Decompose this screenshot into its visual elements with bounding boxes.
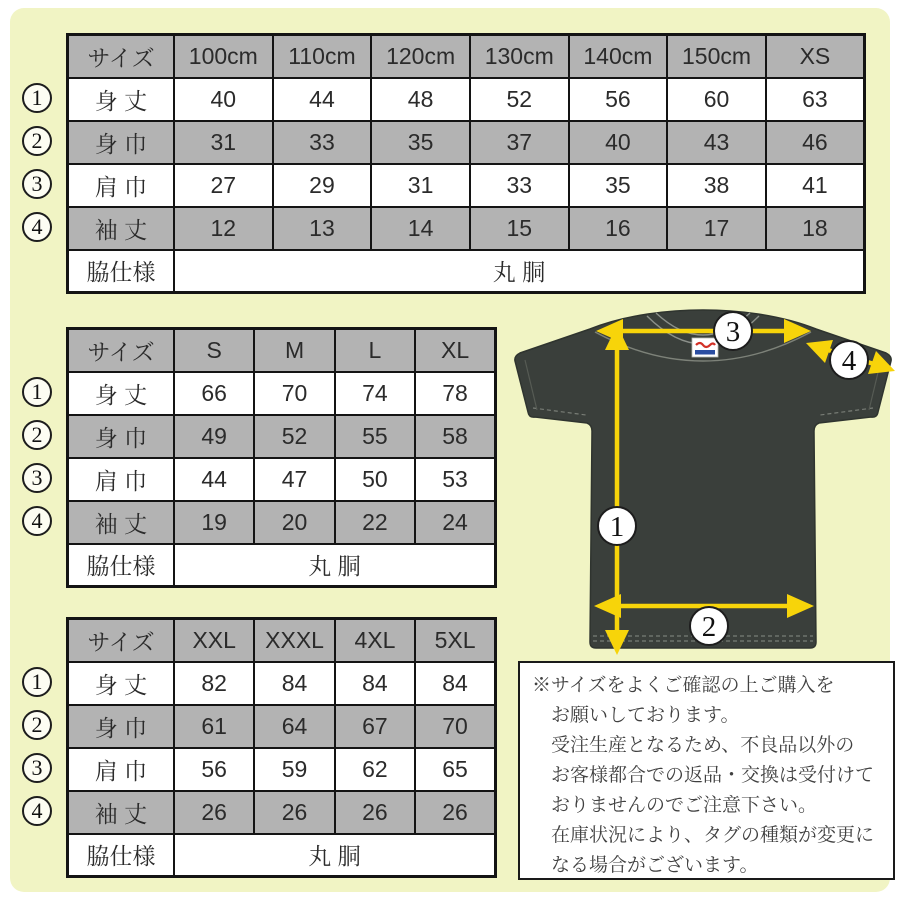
measure-value-cell: 66	[174, 372, 254, 415]
size-table-adult	[66, 327, 497, 588]
marker-2-digit: 2	[701, 611, 717, 643]
row-marker-circle-4	[22, 212, 52, 242]
measure-value-cell: 16	[569, 207, 668, 250]
measure-value-cell: 29	[273, 164, 372, 207]
measure-label-cell: 肩 巾	[68, 458, 175, 501]
measure-value-cell: 17	[667, 207, 766, 250]
side-spec-value-cell: 丸 胴	[174, 544, 496, 587]
side-spec-label-cell: 脇仕様	[68, 834, 175, 877]
measure-value-cell: 12	[174, 207, 273, 250]
measure-value-cell: 26	[335, 791, 415, 834]
size-column-header: L	[335, 329, 415, 372]
row-marker-digit: 3	[31, 465, 43, 490]
row-marker-digit: 2	[31, 712, 43, 737]
size-column-header: 130cm	[470, 35, 569, 78]
marker-4-digit: 4	[841, 345, 857, 377]
measure-value-cell: 55	[335, 415, 415, 458]
row-marker-circle-1	[22, 667, 52, 697]
row-marker-digit: 4	[31, 798, 43, 823]
size-column-header: S	[174, 329, 254, 372]
row-marker-circle-4	[22, 796, 52, 826]
size-corner-cell: サイズ	[68, 619, 175, 662]
side-spec-row	[68, 250, 865, 293]
measure-value-cell: 38	[667, 164, 766, 207]
size-table-block-adult	[31, 327, 497, 588]
size-column-header: 110cm	[273, 35, 372, 78]
measure-value-cell: 70	[254, 372, 334, 415]
row-marker-circle-1	[22, 377, 52, 407]
size-column-header: 4XL	[335, 619, 415, 662]
side-spec-row	[68, 544, 496, 587]
note-line: お客様都合での返品・交換は受付けて	[551, 765, 875, 786]
size-column-header: XL	[415, 329, 495, 372]
measure-value-cell: 15	[470, 207, 569, 250]
measure-value-cell: 49	[174, 415, 254, 458]
measure-value-cell: 33	[470, 164, 569, 207]
measure-label-cell: 肩 巾	[68, 164, 175, 207]
measure-row	[68, 415, 496, 458]
size-column-header: 120cm	[371, 35, 470, 78]
row-marker-circle-1	[22, 83, 52, 113]
row-marker-digit: 3	[31, 171, 43, 196]
measure-row	[68, 121, 865, 164]
row-marker-digit: 2	[31, 128, 43, 153]
measure-value-cell: 24	[415, 501, 495, 544]
measure-value-cell: 53	[415, 458, 495, 501]
measure-value-cell: 78	[415, 372, 495, 415]
measure-row	[68, 501, 496, 544]
row-marker-circle-3	[22, 753, 52, 783]
measure-label-cell: 袖 丈	[68, 501, 175, 544]
measure-value-cell: 44	[174, 458, 254, 501]
measure-value-cell: 82	[174, 662, 254, 705]
measure-value-cell: 37	[470, 121, 569, 164]
side-spec-label-cell: 脇仕様	[68, 250, 175, 293]
size-column-header: 5XL	[415, 619, 495, 662]
measure-value-cell: 52	[470, 78, 569, 121]
measure-value-cell: 59	[254, 748, 334, 791]
side-spec-row	[68, 834, 496, 877]
measure-value-cell: 84	[335, 662, 415, 705]
marker-1-digit: 1	[609, 511, 625, 543]
note-line: ※サイズをよくご確認の上ご購入を	[532, 675, 835, 696]
purchase-note-box	[518, 661, 895, 880]
measure-label-cell: 身 丈	[68, 78, 175, 121]
measure-row	[68, 705, 496, 748]
size-column-header: 150cm	[667, 35, 766, 78]
side-spec-value-cell: 丸 胴	[174, 250, 865, 293]
note-line: 受注生産となるため、不良品以外の	[551, 735, 855, 756]
measure-label-cell: 袖 丈	[68, 791, 175, 834]
measure-value-cell: 67	[335, 705, 415, 748]
measure-value-cell: 63	[766, 78, 865, 121]
measure-value-cell: 84	[415, 662, 495, 705]
measure-value-cell: 26	[254, 791, 334, 834]
measure-row	[68, 791, 496, 834]
measure-value-cell: 58	[415, 415, 495, 458]
size-column-header: M	[254, 329, 334, 372]
measure-value-cell: 19	[174, 501, 254, 544]
row-marker-digit: 4	[31, 214, 43, 239]
header-row	[68, 619, 496, 662]
measure-value-cell: 13	[273, 207, 372, 250]
measure-value-cell: 84	[254, 662, 334, 705]
measure-value-cell: 48	[371, 78, 470, 121]
measure-value-cell: 35	[569, 164, 668, 207]
measure-value-cell: 56	[569, 78, 668, 121]
measure-value-cell: 18	[766, 207, 865, 250]
note-line: お願いしております。	[551, 705, 740, 726]
note-line: 在庫状況により、タグの種類が変更に	[551, 825, 875, 846]
size-column-header: XS	[766, 35, 865, 78]
size-column-header: XXXL	[254, 619, 334, 662]
measure-value-cell: 46	[766, 121, 865, 164]
measure-value-cell: 62	[335, 748, 415, 791]
measure-value-cell: 27	[174, 164, 273, 207]
measure-value-cell: 14	[371, 207, 470, 250]
measure-label-cell: 身 巾	[68, 415, 175, 458]
size-corner-cell: サイズ	[68, 35, 175, 78]
measure-value-cell: 44	[273, 78, 372, 121]
size-corner-cell: サイズ	[68, 329, 175, 372]
measure-label-cell: 袖 丈	[68, 207, 175, 250]
measure-label-cell: 身 巾	[68, 121, 175, 164]
measure-row	[68, 458, 496, 501]
row-marker-digit: 4	[31, 508, 43, 533]
size-column-header: 100cm	[174, 35, 273, 78]
marker-3-digit: 3	[725, 316, 741, 348]
row-marker-circle-4	[22, 506, 52, 536]
measure-value-cell: 43	[667, 121, 766, 164]
measure-label-cell: 身 巾	[68, 705, 175, 748]
measure-value-cell: 40	[569, 121, 668, 164]
size-table-block-kids	[31, 33, 866, 294]
measure-row	[68, 662, 496, 705]
measure-value-cell: 52	[254, 415, 334, 458]
measure-row	[68, 207, 865, 250]
row-marker-circle-2	[22, 126, 52, 156]
row-marker-digit: 1	[31, 379, 43, 404]
side-spec-label-cell: 脇仕様	[68, 544, 175, 587]
measure-row	[68, 372, 496, 415]
measure-value-cell: 20	[254, 501, 334, 544]
measure-value-cell: 47	[254, 458, 334, 501]
measure-value-cell: 74	[335, 372, 415, 415]
measure-label-cell: 身 丈	[68, 662, 175, 705]
measure-value-cell: 26	[174, 791, 254, 834]
row-marker-digit: 3	[31, 755, 43, 780]
measure-row	[68, 78, 865, 121]
measure-row	[68, 164, 865, 207]
row-marker-circle-2	[22, 710, 52, 740]
row-marker-digit: 1	[31, 85, 43, 110]
row-marker-circle-3	[22, 169, 52, 199]
measure-value-cell: 61	[174, 705, 254, 748]
measure-value-cell: 64	[254, 705, 334, 748]
header-row	[68, 329, 496, 372]
measure-value-cell: 35	[371, 121, 470, 164]
note-line: おりませんのでご注意下さい。	[551, 795, 818, 816]
measure-value-cell: 70	[415, 705, 495, 748]
header-row	[68, 35, 865, 78]
measure-value-cell: 41	[766, 164, 865, 207]
measure-value-cell: 26	[415, 791, 495, 834]
side-spec-value-cell: 丸 胴	[174, 834, 496, 877]
size-column-header: 140cm	[569, 35, 668, 78]
measure-label-cell: 肩 巾	[68, 748, 175, 791]
measure-value-cell: 31	[174, 121, 273, 164]
measure-row	[68, 748, 496, 791]
row-marker-circle-3	[22, 463, 52, 493]
measure-value-cell: 33	[273, 121, 372, 164]
measure-value-cell: 22	[335, 501, 415, 544]
brand-tag	[692, 338, 718, 357]
measure-value-cell: 50	[335, 458, 415, 501]
size-table-block-big	[31, 617, 497, 878]
size-table-kids	[66, 33, 866, 294]
measure-label-cell: 身 丈	[68, 372, 175, 415]
row-marker-digit: 2	[31, 422, 43, 447]
measure-value-cell: 60	[667, 78, 766, 121]
measure-value-cell: 31	[371, 164, 470, 207]
measure-value-cell: 40	[174, 78, 273, 121]
tshirt-measurement-diagram	[500, 298, 900, 662]
size-column-header: XXL	[174, 619, 254, 662]
row-marker-circle-2	[22, 420, 52, 450]
note-line: なる場合がございます。	[551, 855, 759, 876]
row-marker-digit: 1	[31, 669, 43, 694]
size-table-big	[66, 617, 497, 878]
measure-value-cell: 56	[174, 748, 254, 791]
measure-value-cell: 65	[415, 748, 495, 791]
